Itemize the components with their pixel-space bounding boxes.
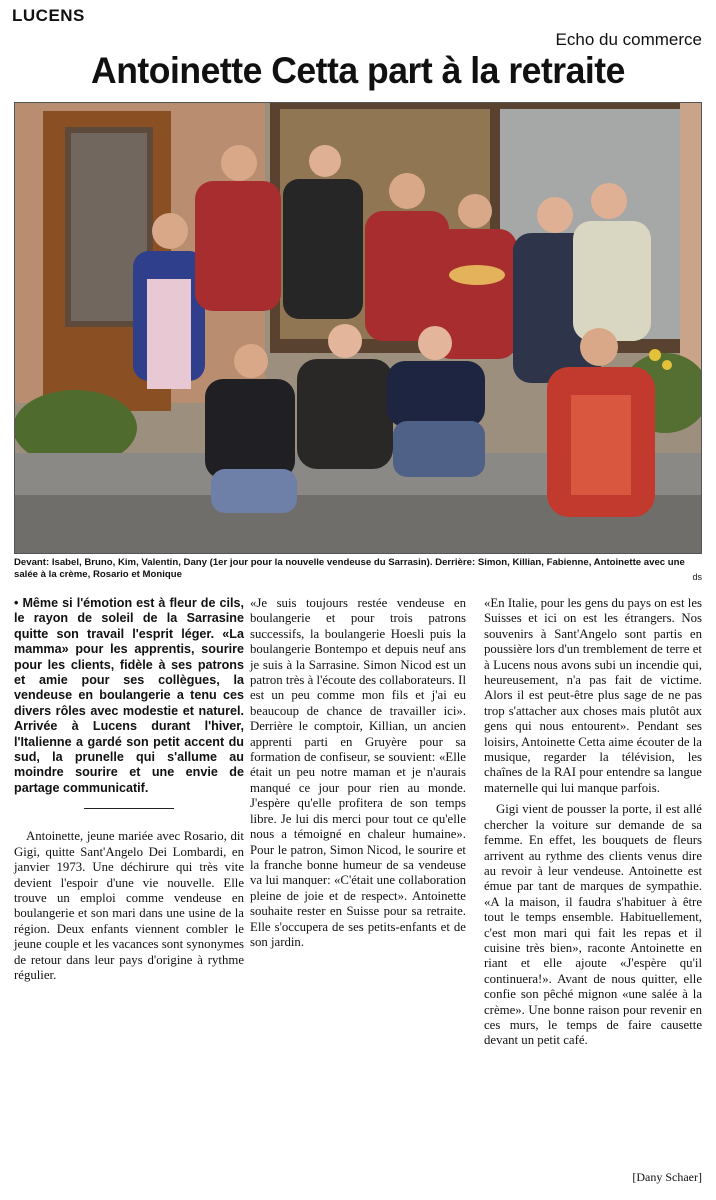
article-paragraph: Gigi vient de pousser la porte, il est allé chercher la voiture sur demande de sa femme. En effet, les bouquets de fleurs arrivent au rythme des clients venus dire au revoir à leur vendeuse. Antoinette est émue par tant de marques de sympathie. «A la maison, il faudra s'habituer à être tout le temps ensemble. Habituellement, c'est mon mari qui fait les repas et il cuisine très bien», raconte Antoinette en riant et elle ajoute «J'espère qu'il continuera!». Avant de nous quitter, elle confie son pêché mignon «une salée à la crème». Une bonne raison pour revenir en ces murs, le temps de faire causette devant un petit café.: [484, 802, 702, 1048]
photo-credit: ds: [692, 572, 702, 582]
article-column-2: [250, 596, 466, 950]
section-label: LUCENS: [12, 6, 85, 25]
photo-caption: Devant: Isabel, Bruno, Kim, Valentin, Dany (1er jour pour la nouvelle vendeuse du Sarrasin). Derrière: Simon, Killian, Fabienne, Antoinette avec une salée à la crème, Rosario et Monique: [14, 557, 685, 580]
author-signature: [Dany Schaer]: [632, 1170, 702, 1184]
headline: Antoinette Cetta part à la retraite: [91, 50, 625, 91]
group-photo-icon: [15, 103, 702, 554]
article-paragraph: «En Italie, pour les gens du pays on est les Suisses et ici on est les étrangers. Nos souvenirs à Sant'Angelo sont partis en poussière lors d'un tremblement de terre et à Lucens nous avons subi un incendie qui, heureusement, n'a pas fait de victime. Alors il est peut-être plus sage de ne pas trop s'attacher aux choses mais plutôt aux gens qui nous entourent». Pendant ses loisirs, Antoinette Cetta aime écouter de la musique, regarder la télévision, les chaînes de la RAI pour entendre sa langue maternelle qui lui manque parfois.: [484, 596, 702, 795]
rubric: Echo du commerce: [555, 30, 702, 49]
article-paragraph: Antoinette, jeune mariée avec Rosario, dit Gigi, quitte Sant'Angelo Dei Lombardi, en janvier 1973. Une déchirure qui très vite devient l'espoir d'une vie nouvelle. Elle trouve un emploi comme vendeuse en boulangerie et son mari dans une usine de la région. Deux enfants viennent combler le jeune couple et les vacances sont synonymes de retour dans leur pays d'origine à rythme régulier.: [14, 829, 244, 982]
article-column-1: [14, 596, 244, 983]
article-lead: • Même si l'émotion est à fleur de cils, le rayon de soleil de la Sarrasine quitte son travail l'esprit léger. «La mamma» pour les apprentis, sourire pour les clients, fidèle à ses patrons et amie pour ses collègues, la vendeuse en boulangerie a tenu ces divers rôles avec modestie et naturel. Arrivée à Lucens durant l'hiver, l'Italienne a gardé son petit accent du sud, la prunelle qui s'allume au moindre sourire et une envie de partage communicatif.: [14, 596, 244, 796]
group-photo: [14, 102, 702, 554]
article-column-3: [484, 596, 702, 1049]
lead-divider: [84, 808, 174, 809]
article-paragraph: «Je suis toujours restée vendeuse en boulangerie et pour trois patrons successifs, la boulangerie Hoesli puis la boulangerie Bontempo et depuis neuf ans je suis à la Sarrasine. Simon Nicod est un patron très à l'écoute des collaborateurs. Il est un peu comme mon fils et j'ai eu beaucoup de chance de travailler ici». Derrière le comptoir, Killian, un ancien apprenti parti en Gruyère pour sa formation de confiseur, se souvient: «Elle était un peu notre maman et je n'aurais manqué ce jour pour rien au monde. J'espère qu'elle profitera de son temps libre. Je lui dis merci pour tout ce qu'elle nous a témoigné en chaleur humaine». Pour le patron, Simon Nicod, le sourire et la franche bonne humeur de sa vendeuse va lui manquer: «C'était une collaboration pleine de joie et de respect». Antoinette souhaite rester en Suisse pour sa retraite. Elle s'occupera de ses petits-enfants et de son jardin.: [250, 596, 466, 949]
